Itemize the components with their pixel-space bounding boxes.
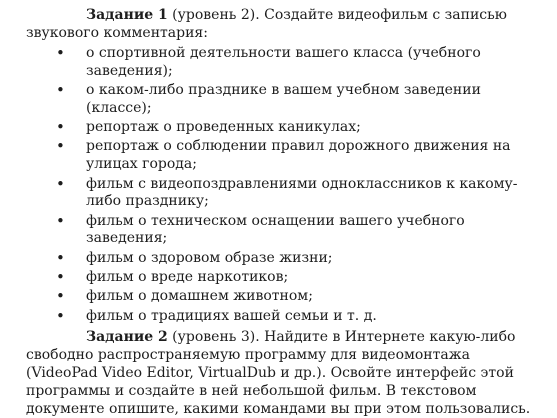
list-item-text: фильм о традициях вашей семьи и т. д.	[86, 307, 377, 324]
bullet-icon: •	[56, 137, 65, 156]
bullet-icon: •	[56, 44, 65, 62]
list-item-text: фильм о домашнем животном;	[86, 288, 313, 305]
list-item-text: о спортивной деятельности вашего класса (учебного заведения);	[86, 45, 481, 79]
bullet-icon: •	[56, 306, 65, 325]
bullet-icon: •	[56, 118, 65, 137]
list-item-text: фильм с видеопоздравлениями одноклассников к какому-либо празднику;	[86, 175, 518, 210]
list-item-text: фильм о техническом оснащении вашего учебного заведения;	[86, 212, 465, 247]
list-item	[56, 118, 543, 137]
bullet-icon: •	[56, 174, 65, 193]
list-item-text: фильм о вреде наркотиков;	[86, 269, 289, 286]
bullet-icon: •	[56, 268, 65, 287]
task-1-title: Задание 1	[86, 7, 168, 23]
list-item-text: фильм о здоровом образе жизни;	[86, 249, 333, 266]
list-item	[56, 137, 543, 174]
task-1-list	[56, 44, 543, 325]
list-item	[56, 44, 543, 81]
task-2-text: Найдите в Интернете какую-либо свободно распространяемую программу для видеомонтажа (VideoPad Video Editor, VirtualDub и др.). Освойте интерфейс этой программы и создайте в ней небольшой фильм. В текстовом документе опишите, какими командами вы при этом пользовались.	[26, 329, 531, 417]
list-item-text: репортаж о соблюдении правил дорожного движения на улицах города;	[86, 138, 511, 173]
list-item	[56, 248, 543, 268]
list-item	[56, 81, 543, 118]
task-2-level: (уровень 3).	[167, 329, 260, 346]
list-item	[56, 287, 543, 306]
bullet-icon: •	[56, 248, 65, 267]
bullet-icon: •	[56, 211, 65, 230]
task-2-title: Задание 2	[86, 329, 168, 346]
task-1-paragraph	[26, 7, 543, 42]
task-2-paragraph	[26, 329, 543, 418]
list-item	[56, 174, 543, 212]
list-item	[56, 306, 543, 326]
bullet-icon: •	[56, 287, 65, 306]
list-item-text: репортаж о проведенных каникулах;	[86, 119, 361, 136]
task-1-level: (уровень 2).	[167, 7, 260, 23]
list-item	[56, 211, 543, 249]
list-item-text: о каком-либо празднике в вашем учебном заведении (классе);	[86, 82, 481, 116]
bullet-icon: •	[56, 81, 65, 100]
list-item	[56, 268, 543, 287]
task-1-text: Создайте видеофильм с записью звукового комментария:	[26, 7, 507, 41]
